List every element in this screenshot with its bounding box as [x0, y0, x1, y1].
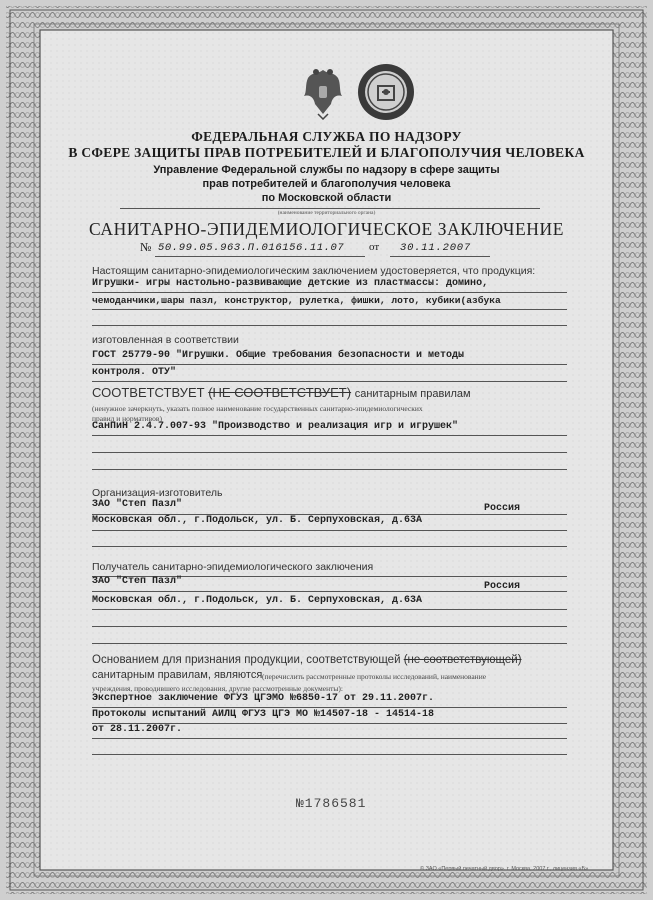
product-line-2: чемоданчики,шары пазл, конструктор, рулетка, фишки, лото, кубики(азбука: [92, 295, 501, 306]
basis-note-2: учреждения, проводившего исследования, другие рассмотренные документы):: [92, 684, 343, 693]
date-prefix: от: [369, 241, 380, 253]
department-line-3: по Московской области: [261, 192, 392, 204]
sanitary-rules: СанПиН 2.4.7.007-93 "Производство и реализация игр и игрушек": [92, 421, 459, 432]
compliance-tail: санитарным правилам: [354, 388, 471, 400]
complies-word: СООТВЕТСТВУЕТ: [92, 385, 205, 400]
basis-underline-3: [92, 738, 567, 739]
recipient-underline-2: [92, 591, 567, 592]
rules-underline-2: [92, 452, 567, 453]
product-underline-1: [92, 292, 567, 293]
recipient-underline-5: [92, 643, 567, 644]
basis-note-1: (перечислить рассмотренные протоколы исследований, наименование: [262, 672, 487, 681]
rules-underline-1: [92, 435, 567, 436]
manufacturer-country: Россия: [484, 503, 521, 514]
not-complies-word: (НЕ СООТВЕТСТВУЕТ): [208, 385, 352, 400]
manufacturer-underline-3: [92, 546, 567, 547]
basis-underline-1: [92, 707, 567, 708]
recipient-label: Получатель санитарно-эпидемиологического заключения: [92, 561, 374, 573]
department-underline: [120, 208, 540, 209]
manufactured-underline-1: [92, 364, 567, 365]
product-underline-3: [92, 325, 567, 326]
document-date: 30.11.2007: [400, 242, 472, 254]
recipient-country: Россия: [484, 581, 521, 592]
product-line-1: Игрушки- игры настольно-развивающие детские из пластмассы: домино,: [92, 278, 489, 289]
manufacturer-address: Московская обл., г.Подольск, ул. Б. Серпуховская, д.63А: [92, 515, 423, 526]
agency-line-1: ФЕДЕРАЛЬНАЯ СЛУЖБА ПО НАДЗОРУ: [191, 129, 462, 144]
product-underline-2: [92, 309, 567, 310]
department-caption: (наименование территориального органа): [277, 210, 376, 216]
printer-imprint: © ЗАО «Первый печатный двор». г. Москва, 2007 г., лицензия «Б»: [420, 866, 589, 872]
number-underline: [155, 256, 365, 257]
document-title: САНИТАРНО-ЭПИДЕМИОЛОГИЧЕСКОЕ ЗАКЛЮЧЕНИЕ: [88, 219, 565, 239]
service-seal-icon: [356, 62, 416, 122]
date-underline: [390, 256, 490, 257]
basis-doc-1: Экспертное заключение ФГУЗ ЦГЭМО №6850-17 от 29.11.2007г.: [92, 693, 435, 704]
number-prefix: №: [140, 240, 152, 254]
manufactured-underline-2: [92, 381, 567, 382]
basis-doc-2: Протоколы испытаний АИЛЦ ФГУЗ ЦГЭ МО №14507-18 - 14514-18: [92, 709, 435, 720]
recipient-name: ЗАО "Степ Пазл": [92, 576, 183, 587]
product-intro: Настоящим санитарно-эпидемиологическим заключением удостоверяется, что продукция:: [92, 265, 536, 277]
recipient-underline-4: [92, 626, 567, 627]
recipient-address: Московская обл., г.Подольск, ул. Б. Серпуховская, д.63А: [92, 595, 423, 606]
manufactured-line-2: контроля. ОТУ": [92, 367, 177, 378]
basis-line-2: санитарным правилам, являются: [92, 669, 263, 681]
document-number: 50.99.05.963.П.016156.11.07: [158, 242, 345, 254]
manufacturer-underline-2: [92, 530, 567, 531]
department-line-1: Управление Федеральной службы по надзору в сфере защиты: [153, 164, 500, 176]
compliance-note-2: правил и нормативов): [92, 414, 162, 423]
recipient-underline-3: [92, 609, 567, 610]
manufacturer-name: ЗАО "Степ Пазл": [92, 499, 183, 510]
basis-struck: (не соответствующей): [403, 654, 522, 666]
department-line-2: прав потребителей и благополучия человека: [202, 178, 451, 190]
compliance-note-1: (ненужное зачеркнуть, указать полное наименование государственных санитарно-эпидемиологических: [92, 404, 423, 413]
russian-coat-of-arms-icon: [300, 64, 346, 120]
manufactured-label: изготовленная в соответствии: [92, 334, 239, 346]
rules-underline-3: [92, 469, 567, 470]
manufacturer-label: Организация-изготовитель: [92, 487, 223, 499]
basis-line-1: Основанием для признания продукции, соответствующей: [92, 654, 401, 666]
basis-underline-4: [92, 754, 567, 755]
basis-doc-3: от 28.11.2007г.: [92, 724, 183, 735]
manufactured-line-1: ГОСТ 25779-90 "Игрушки. Общие требования безопасности и методы: [92, 350, 465, 361]
agency-line-2: В СФЕРЕ ЗАЩИТЫ ПРАВ ПОТРЕБИТЕЛЕЙ И БЛАГОПОЛУЧИЯ ЧЕЛОВЕКА: [68, 145, 585, 160]
form-number: №1786581: [296, 796, 367, 811]
